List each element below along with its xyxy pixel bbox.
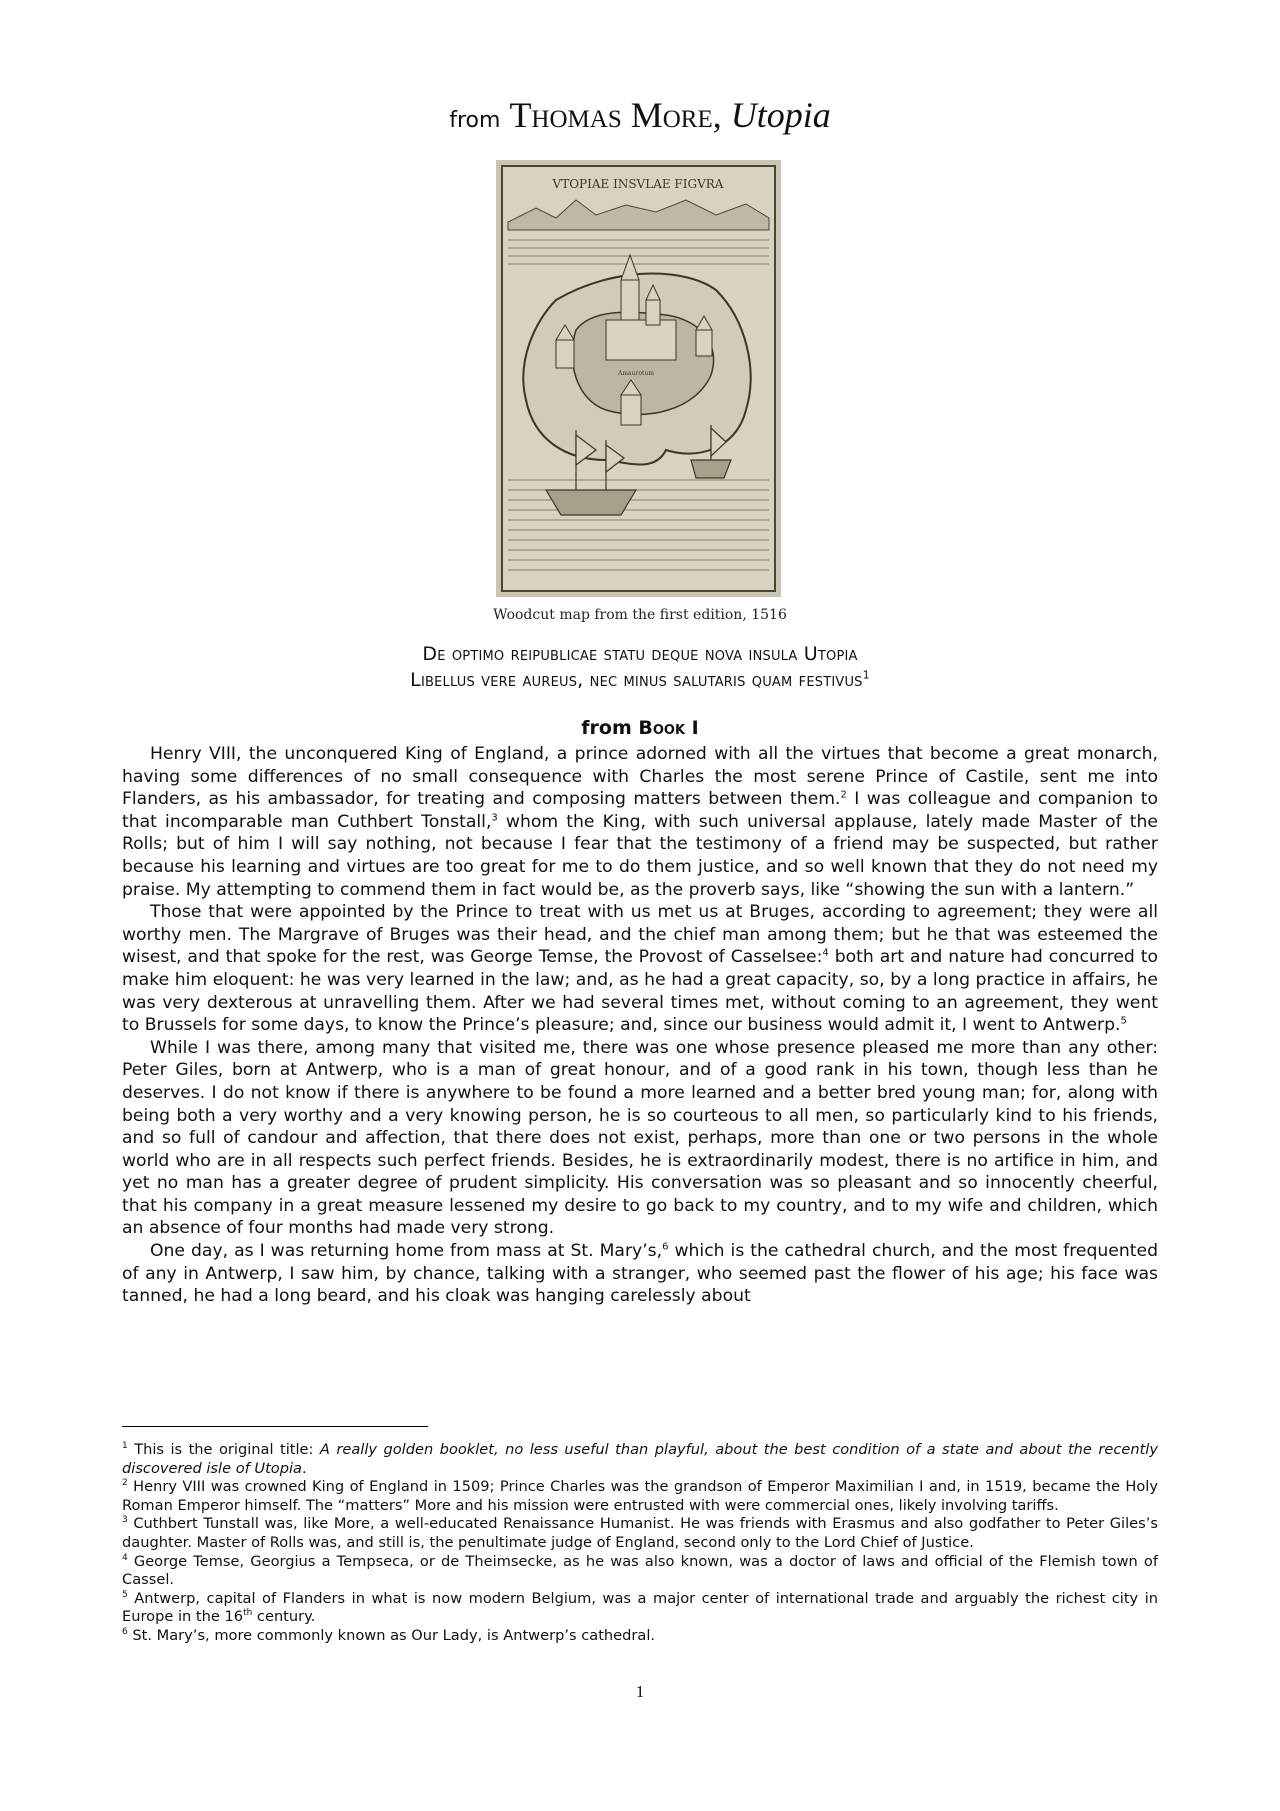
footnote-text: Henry VIII was crowned King of England in 1509; Prince Charles was the grandson of Emperor Maximilian I and, in 1519, became the Holy Roman Emperor himself. The “matters” More and his mission were entrusted with were commercial ones, likely involving tariffs. [122,1478,1158,1514]
footnote-6 [122,1627,1158,1646]
figure-caption: Woodcut map from the first edition, 1516 [493,607,787,623]
footnote-2 [122,1478,1158,1515]
latin-title-line-1: De optimo reipublicae statu deque nova insula Utopia [422,643,858,665]
footnote-text: George Temse, Georgius a Tempseca, or de Theimsecke, as he was also known, was a doctor of laws and official of the Flemish town of Cassel. [122,1552,1158,1589]
footnote-5 [122,1590,1158,1627]
footnote-ref-4[interactable]: 4 [822,947,829,959]
body-text [122,743,1158,1308]
footnote-ref-3[interactable]: 3 [491,812,498,824]
footnote-text: Cuthbert Tunstall was, like More, a well-educated Renaissance Humanist. He was friends with Erasmus and also godfather to Peter Giles’s daughter. Master of Rolls was, and still is, the penultimate judge of England, second only to the Lord Chief of Justice. [122,1515,1158,1551]
page-title [0,93,1280,143]
footnote-text: This is the original title: [127,1441,320,1458]
paragraph-text: I was colleague and companion to that incomparable man Cuthbert Tonstall, [122,789,1158,832]
latin-title-line-2 [0,667,1280,693]
paragraph-text: which is the cathedral church, and the most frequented of any in Antwerp, I saw him, by chance, talking with a stranger, who seemed past the flower of his age; his face was tanned, he had a long beard, and his cloak was hanging carelessly about [122,1241,1158,1307]
footnote-3 [122,1515,1158,1552]
footnote-divider [122,1426,428,1427]
section-book: Book I [638,717,699,739]
footnote-number: 3 [122,1515,128,1526]
footnote-ref-1[interactable]: 1 [862,668,870,682]
paragraph-1 [122,743,1158,901]
paragraph-text: whom the King, with such universal applause, lately made Master of the Rolls; but of him I will say nothing, not because I fear that the testimony of a friend may be suspected, but rather because his learning and virtues are too great for me to do them justice, and so well known that they do not need my praise. My attempting to commend them in fact would be, as the proverb says, like “showing the sun with a lantern.” [122,811,1158,900]
footnote-text: St. Mary’s, more commonly known as Our Lady, is Antwerp’s cathedral. [127,1626,656,1644]
footnote-ref-2[interactable]: 2 [840,789,847,801]
latin-title-line-2-text: Libellus vere aureus, nec minus salutaris quam festivus [410,669,863,691]
page-number: 1 [635,1682,645,1701]
paragraph-2 [122,901,1158,1037]
title-author: Thomas More [509,95,713,135]
footnotes [122,1441,1158,1646]
title-from: from [449,108,501,133]
paragraph-text: Those that were appointed by the Prince to treat with us met us at Bruges, according to agreement; they were all worthy men. The Margrave of Bruges was their head, and the chief man among them; but he that was esteemed the wisest, and that spoke for the rest, was George Temse, the Provost of Casselsee: [122,902,1158,968]
paragraph-text: both art and nature had concurred to make him eloquent: he was very learned in the law; and, as he had a great capacity, so, by a long practice in affairs, he was very dexterous at unravelling them. After we had several times met, without coming to an agreement, they went to Brussels for some days, to know the Prince’s pleasure; and, since our business would admit it, I went to Antwerp. [122,947,1158,1036]
footnote-text: century. [252,1608,316,1626]
section-heading [0,717,1280,739]
footnote-1 [122,1441,1158,1478]
paragraph-3: While I was there, among many that visited me, there was one whose presence pleased me more than any other: Peter Giles, born at Antwerp, who is a man of great honour, and of a good rank in his town, though less than he deserves. I do not know if there is anywhere to be found a more learned and a better bred young man; for, along with being both a very worthy and a very knowing person, he is so courteous to all men, so particularly kind to his friends, and so full of candour and affection, that there does not exist, perhaps, more than one or two persons in the whole world who are in all respects such perfect friends. Besides, he is extraordinarily modest, there is no artifice in him, and yet no man has a greater degree of prudent simplicity. His conversation was so pleasant and so innocently cheerful, that his company in a great measure lessened my desire to go back to my country, and to my wife and children, which an absence of four months had made very strong. [122,1037,1158,1239]
footnote-italic-text: A really golden booklet, no less useful than playful, about the best condition of a state and about the recently discovered isle of Utopia [122,1441,1159,1477]
map-city-label: Amaurotum [618,370,654,377]
paragraph-4 [122,1240,1158,1308]
footnote-number: 2 [122,1478,128,1489]
paragraph-text: One day, as I was returning home from mass at St. Mary’s, [150,1241,663,1262]
footnote-text: Antwerp, capital of Flanders in what is now modern Belgium, was a major center of international trade and arguably the richest city in Europe in the 16 [122,1589,1158,1626]
footnote-ref-6[interactable]: 6 [662,1241,669,1253]
footnote-text: . [302,1459,307,1477]
section-from: from [581,717,632,739]
paragraph-text: Henry VIII, the unconquered King of England, a prince adorned with all the virtues that become a great monarch, having some differences of no small consequence with Charles the most serene Prince of Castile, sent me into Flanders, as his ambassador, for treating and composing matters between them. [122,744,1158,810]
latin-title [0,641,1280,693]
footnote-number: 4 [122,1552,128,1563]
title-comma: , [712,95,722,135]
footnote-superscript: th [243,1608,253,1619]
footnote-number: 5 [122,1589,128,1600]
footnote-number: 6 [122,1627,128,1638]
woodcut-map-image [496,160,781,597]
title-work: Utopia [730,95,831,135]
footnote-4 [122,1553,1158,1590]
footnote-number: 1 [122,1441,128,1452]
map-title-text: VTOPIAE INSVLAE FIGVRA [552,177,724,191]
footnote-ref-5[interactable]: 5 [1120,1015,1127,1027]
